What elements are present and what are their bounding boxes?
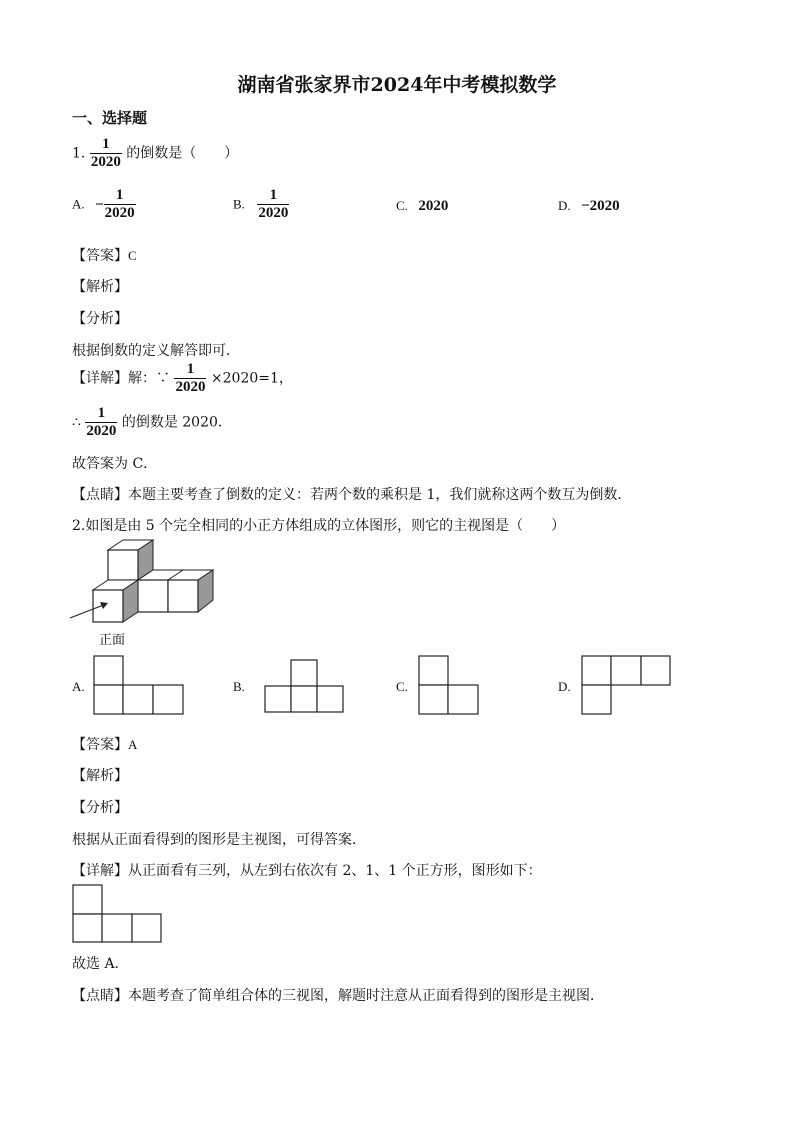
q2-option-b-figure[interactable] [264,659,346,713]
section-heading: 一、选择题 [72,109,148,127]
q2-answer [72,734,137,754]
q1-option-c[interactable] [396,198,448,215]
q1-stem [72,136,238,171]
q1-fenxi: 【分析】 [72,311,128,327]
detail-label: 【详解】 [72,370,128,387]
q2-fenxi-text: 根据从正面看得到的图形是主视图，可得答案． [72,832,366,848]
option-b-label: B. [233,196,245,212]
q2-option-c-figure[interactable] [418,655,480,715]
q1-stem-tail: 的倒数是（ ） [126,145,239,162]
q2-front-view-figure [72,884,164,944]
q1-fenxi-text: 根据倒数的定义解答即可． [72,343,240,359]
therefore-post: 的倒数是 2020． [121,414,232,431]
detail-den: 2020 [175,379,206,395]
answer-value: C [128,248,137,263]
q1-option-a[interactable] [72,187,136,222]
q2-answer-value: A [128,737,138,752]
detail-fraction [174,361,206,396]
option-a-sign: − [95,196,104,213]
option-c-value: 2020 [418,198,449,214]
q2-option-a-figure[interactable] [93,655,185,715]
option-b-fraction [257,187,289,222]
q2-detail-label: 【详解】 [72,863,128,879]
therefore-fraction [85,405,117,440]
cube-stack [93,540,213,622]
q1-answer [72,245,137,265]
q1-frac-num: 1 [102,136,110,152]
q2-option-d-figure[interactable] [581,655,673,715]
option-c-label: C. [396,198,408,213]
option-b-den: 2020 [258,205,289,221]
q1-therefore [72,405,232,440]
option-a-fraction [104,187,136,222]
therefore-den: 2020 [86,423,117,439]
option-d-label: D. [558,198,571,213]
cube-figure [68,538,218,628]
therefore-symbol: ∴ [72,414,81,431]
therefore-num: 1 [97,405,106,421]
q2-detail [72,860,542,880]
option-a-label: A. [72,196,85,212]
detail-pre: 解：∵ [128,370,170,387]
dianjing-text: 本题主要考查了倒数的定义：若两个数的乘积是 1，我们就称这两个数互为倒数． [128,487,632,503]
q2-jiexi: 【解析】 [72,768,128,784]
q1-dianjing [72,484,631,504]
q2-answer-label: 【答案】 [72,737,128,753]
q1-option-b[interactable] [233,187,289,222]
q1-number: 1. [72,145,86,162]
q2-dianjing [72,985,604,1005]
q1-frac-den: 2020 [90,154,121,170]
page-title: 湖南省张家界市2024年中考模拟数学 [237,74,557,96]
q2-dianjing-text: 本题考查了简单组合体的三视图，解题时注意从正面看得到的图形是主视图． [128,988,604,1004]
detail-num: 1 [186,361,195,377]
answer-label: 【答案】 [72,248,128,264]
option-a-den: 2020 [104,205,135,221]
q2-conclusion: 故选 A． [72,956,129,972]
q2-option-c-label[interactable]: C. [396,679,408,694]
option-b-num: 1 [269,187,278,203]
option-d-value: −2020 [581,198,620,214]
detail-post: ×2020=1， [210,370,293,387]
dianjing-label: 【点睛】 [72,487,128,503]
q2-option-d-label[interactable]: D. [558,679,571,694]
q1-conclusion: 故答案为 C． [72,456,158,472]
q1-fraction [90,136,122,171]
front-label: 正面 [99,633,126,648]
q2-stem: 2.如图是由 5 个完全相同的小正方体组成的立体图形，则它的主视图是（ ） [72,518,566,534]
q2-fenxi: 【分析】 [72,800,128,816]
q1-detail [72,361,293,396]
option-a-num: 1 [115,187,124,203]
q2-dianjing-label: 【点睛】 [72,988,128,1004]
q1-jiexi: 【解析】 [72,279,128,295]
q2-option-b-label[interactable]: B. [233,679,245,694]
q2-detail-text: 从正面看有三列，从左到右依次有 2、1、1 个正方形，图形如下： [128,863,542,879]
q2-option-a-label[interactable]: A. [72,679,85,694]
q1-option-d[interactable] [558,198,620,215]
